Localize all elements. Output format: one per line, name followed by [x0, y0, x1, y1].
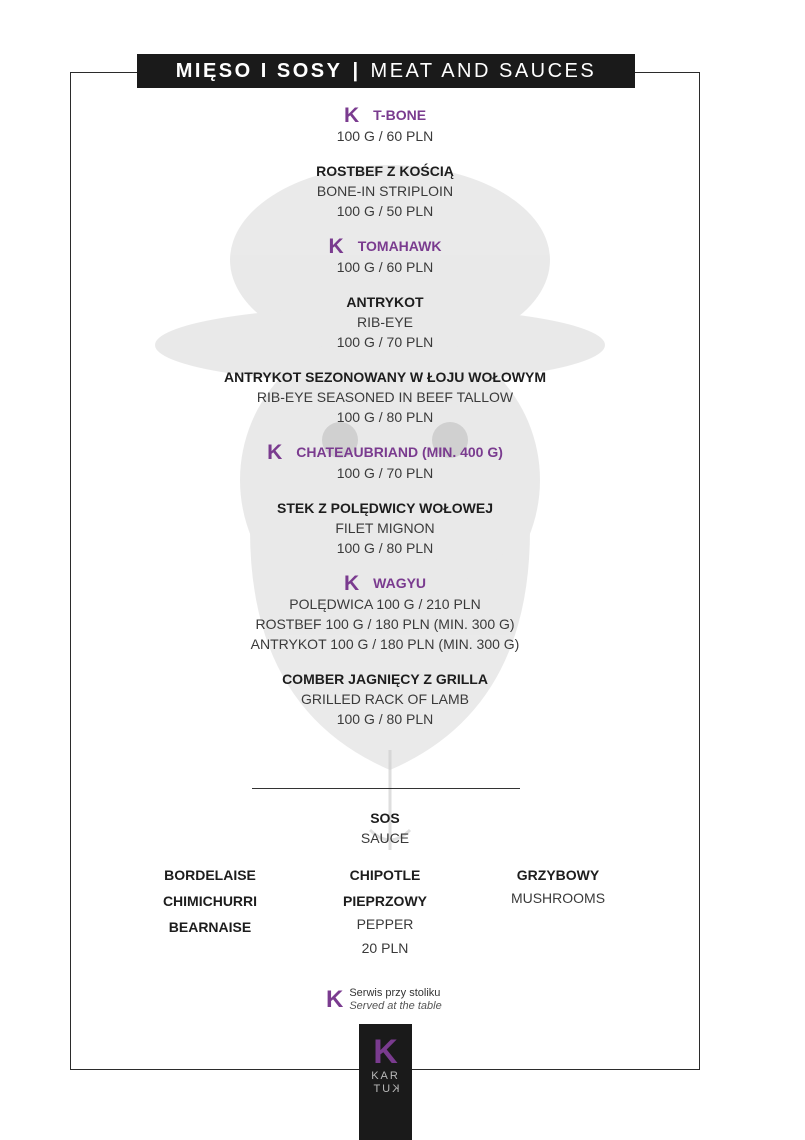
- sauce-price: 20 PLN: [361, 940, 409, 956]
- legend: [326, 986, 442, 1014]
- legend-text: [349, 987, 441, 1013]
- sauce-column: [305, 862, 465, 934]
- legend-line-polish: Serwis przy stoliku: [349, 987, 441, 999]
- menu-item-price: 100 G / 80 PLN: [336, 711, 434, 727]
- menu-item: [70, 236, 700, 277]
- menu-item-price: 100 G / 60 PLN: [336, 128, 434, 144]
- menu-item-price: ANTRYKOT 100 G / 180 PLN (MIN. 300 G): [250, 636, 520, 652]
- table-service-icon: K: [343, 572, 360, 595]
- menu-item-price: 100 G / 50 PLN: [336, 203, 434, 219]
- menu-item: [70, 367, 700, 427]
- menu-item-price: 100 G / 70 PLN: [336, 465, 434, 481]
- menu-item-price: 100 G / 80 PLN: [336, 409, 434, 425]
- menu-item: [70, 573, 700, 654]
- sauce-name: BORDELAISE: [164, 867, 256, 883]
- menu-item: [70, 669, 700, 729]
- page-title: [137, 54, 635, 88]
- menu-item-price: POLĘDWICA 100 G / 210 PLN: [289, 596, 481, 612]
- menu-item-translation: RIB-EYE SEASONED IN BEEF TALLOW: [256, 389, 514, 405]
- menu-item: [70, 161, 700, 221]
- logo-mark: K: [373, 1033, 398, 1071]
- sauce-title: SOS: [370, 810, 400, 826]
- menu-item: [70, 105, 700, 146]
- sauce-subtitle: SAUCE: [360, 830, 410, 846]
- menu-item-name: ANTRYKOT: [346, 294, 424, 310]
- menu-item: [70, 442, 700, 483]
- sauce-name: CHIMICHURRI: [162, 893, 258, 909]
- menu-item-name: ROSTBEF Z KOŚCIĄ: [316, 163, 454, 179]
- legend-line-english: Served at the table: [349, 1000, 442, 1012]
- table-service-icon: K: [343, 104, 360, 127]
- menu-item: [70, 292, 700, 352]
- meat-menu-list: [70, 105, 700, 744]
- sauce-translation: PEPPER: [356, 916, 414, 932]
- menu-item-translation: RIB-EYE: [356, 314, 413, 330]
- sauce-name: PIEPRZOWY: [342, 893, 427, 909]
- sauce-name: BEARNAISE: [168, 919, 252, 935]
- menu-item: [70, 498, 700, 558]
- menu-item-name: K CHATEAUBRIAND (MIN. 400 G): [267, 441, 503, 464]
- menu-item-translation: GRILLED RACK OF LAMB: [300, 691, 470, 707]
- menu-item-price: 100 G / 80 PLN: [336, 540, 434, 556]
- menu-item-name: K WAGYU: [343, 572, 427, 595]
- sauce-column: [130, 862, 290, 940]
- title-separator: |: [352, 59, 361, 82]
- logo-text-top: KAR: [371, 1070, 400, 1082]
- brand-logo: [359, 1024, 412, 1140]
- title-english: MEAT AND SAUCES: [370, 59, 597, 82]
- logo-text-bottom: KUT: [371, 1083, 400, 1095]
- section-divider: [252, 788, 520, 789]
- sauce-name: GRZYBOWY: [516, 867, 600, 883]
- table-service-icon: K: [267, 441, 283, 464]
- menu-item-name: K TOMAHAWK: [328, 235, 442, 258]
- table-service-icon: K: [326, 986, 344, 1013]
- menu-item-price: 100 G / 60 PLN: [336, 259, 434, 275]
- sauce-name: CHIPOTLE: [349, 867, 421, 883]
- menu-item-name: ANTRYKOT SEZONOWANY W ŁOJU WOŁOWYM: [224, 369, 546, 385]
- sauce-section-heading: [70, 808, 700, 848]
- menu-item-price: 100 G / 70 PLN: [336, 334, 434, 350]
- menu-item-name: COMBER JAGNIĘCY Z GRILLA: [282, 671, 488, 687]
- menu-item-name: STEK Z POLĘDWICY WOŁOWEJ: [277, 500, 493, 516]
- menu-item-translation: FILET MIGNON: [335, 520, 435, 536]
- menu-item-name: K T-BONE: [343, 104, 427, 127]
- title-polish: MIĘSO I SOSY: [175, 59, 343, 82]
- menu-item-price: ROSTBEF 100 G / 180 PLN (MIN. 300 G): [255, 616, 515, 632]
- table-service-icon: K: [328, 235, 344, 258]
- menu-item-translation: BONE-IN STRIPLOIN: [316, 183, 454, 199]
- sauce-translation: MUSHROOMS: [510, 890, 606, 906]
- sauce-column: [478, 862, 638, 908]
